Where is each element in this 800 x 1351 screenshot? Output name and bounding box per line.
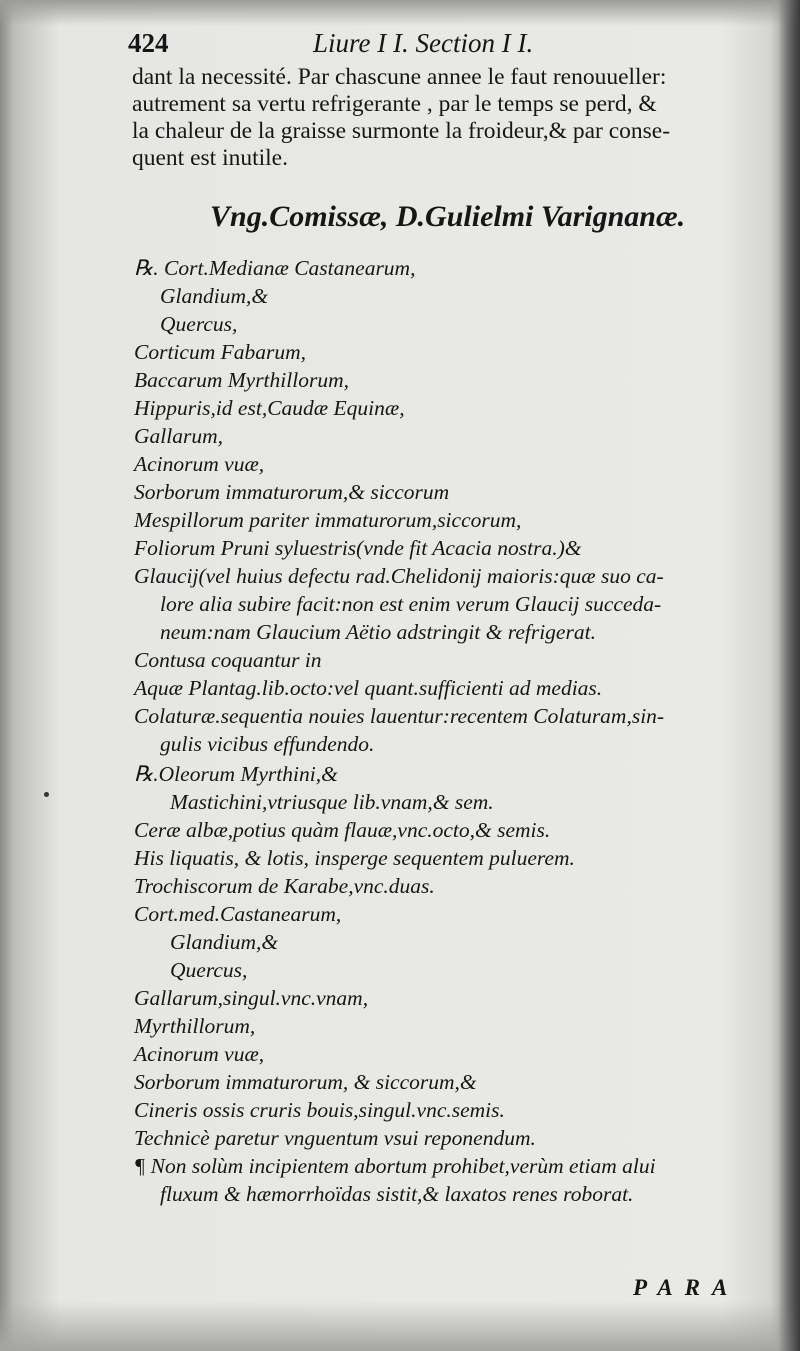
page-number: 424 [128, 28, 169, 58]
recipe-line: Contusa coquantur in [134, 648, 322, 672]
recipe-line: Corticum Fabarum, [134, 340, 306, 364]
recipe-line: Gallarum, [134, 424, 223, 448]
recipe-line: Hippuris,id est,Caudæ Equinæ, [134, 396, 405, 420]
recipe-line: Glaucij(vel huius defectu rad.Chelidonij maioris:quæ suo ca- [134, 564, 664, 588]
recipe-line: His liquatis, & lotis, insperge sequentem puluerem. [134, 846, 575, 870]
page-top-shadow [0, 0, 800, 26]
catchword: PARA [633, 1275, 740, 1300]
paragraph-line: quent est inutile. [132, 145, 288, 171]
recipe-line: Acinorum vuæ, [134, 1042, 265, 1066]
recipe-line: Ceræ albæ,potius quàm flauæ,vnc.octo,& semis. [134, 818, 551, 842]
recipe-line: Cort.med.Castanearum, [134, 902, 342, 926]
recipe-line: Myrthillorum, [134, 1014, 256, 1038]
recipe-line: Foliorum Pruni syluestris(vnde fit Acacia nostra.)& [134, 536, 582, 560]
recipe-line: lore alia subire facit:non est enim verum Glaucij succeda- [160, 592, 662, 616]
recipe-line: Technicè paretur vnguentum vsui reponendum. [134, 1126, 536, 1150]
recipe-line: ℞. Cort.Medianæ Castanearum, [134, 256, 416, 280]
paragraph-line: la chaleur de la graisse surmonte la froideur,& par conse- [132, 118, 671, 144]
recipe-line: Trochiscorum de Karabe,vnc.duas. [134, 874, 435, 898]
paragraph-line: autrement sa vertu refrigerante , par le temps se perd, & [132, 91, 657, 117]
recipe-line: Quercus, [160, 312, 238, 336]
page-header [128, 28, 598, 68]
ink-speck [44, 792, 49, 797]
recipe-line: ¶ Non solùm incipientem abortum prohibet,verùm etiam alui [134, 1154, 656, 1178]
page-gutter-edge [778, 0, 800, 1351]
paragraph-line: dant la necessité. Par chascune annee le faut renouueller: [132, 64, 667, 90]
recipe-line: Acinorum vuæ, [134, 452, 265, 476]
recipe-line: Glandium,& [170, 930, 279, 954]
recipe-line: Glandium,& [160, 284, 269, 308]
recipe-title: Vng.Comissæ, D.Gulielmi Varignanæ. [210, 200, 686, 233]
running-head: Liure I I. Section I I. [313, 28, 534, 58]
recipe-line: Mastichini,vtriusque lib.vnam,& sem. [170, 790, 494, 814]
recipe-line: Sorborum immaturorum,& siccorum [134, 480, 450, 504]
recipe-line: ℞.Oleorum Myrthini,& [134, 762, 338, 786]
french-paragraph [132, 64, 762, 172]
recipe-line: gulis vicibus effundendo. [160, 732, 375, 756]
recipe-line: Quercus, [170, 958, 248, 982]
recipe-line: Cineris ossis cruris bouis,singul.vnc.semis. [134, 1098, 505, 1122]
recipe-line: Sorborum immaturorum, & siccorum,& [134, 1070, 477, 1094]
recipe-line: fluxum & hæmorrhoïdas sistit,& laxatos renes roborat. [160, 1182, 634, 1206]
recipe-line: Colaturæ.sequentia nouies lauentur:recentem Colaturam,sin- [134, 704, 665, 728]
recipe-line: Gallarum,singul.vnc.vnam, [134, 986, 369, 1010]
recipe-line: Aquæ Plantag.lib.octo:vel quant.sufficienti ad medias. [134, 676, 603, 700]
recipe-line: Mespillorum pariter immaturorum,siccorum, [134, 508, 522, 532]
recipe-line: neum:nam Glaucium Aëtio adstringit & refrigerat. [160, 620, 596, 644]
recipe-line: Baccarum Myrthillorum, [134, 368, 349, 392]
page-bottom-shadow [0, 1301, 800, 1351]
